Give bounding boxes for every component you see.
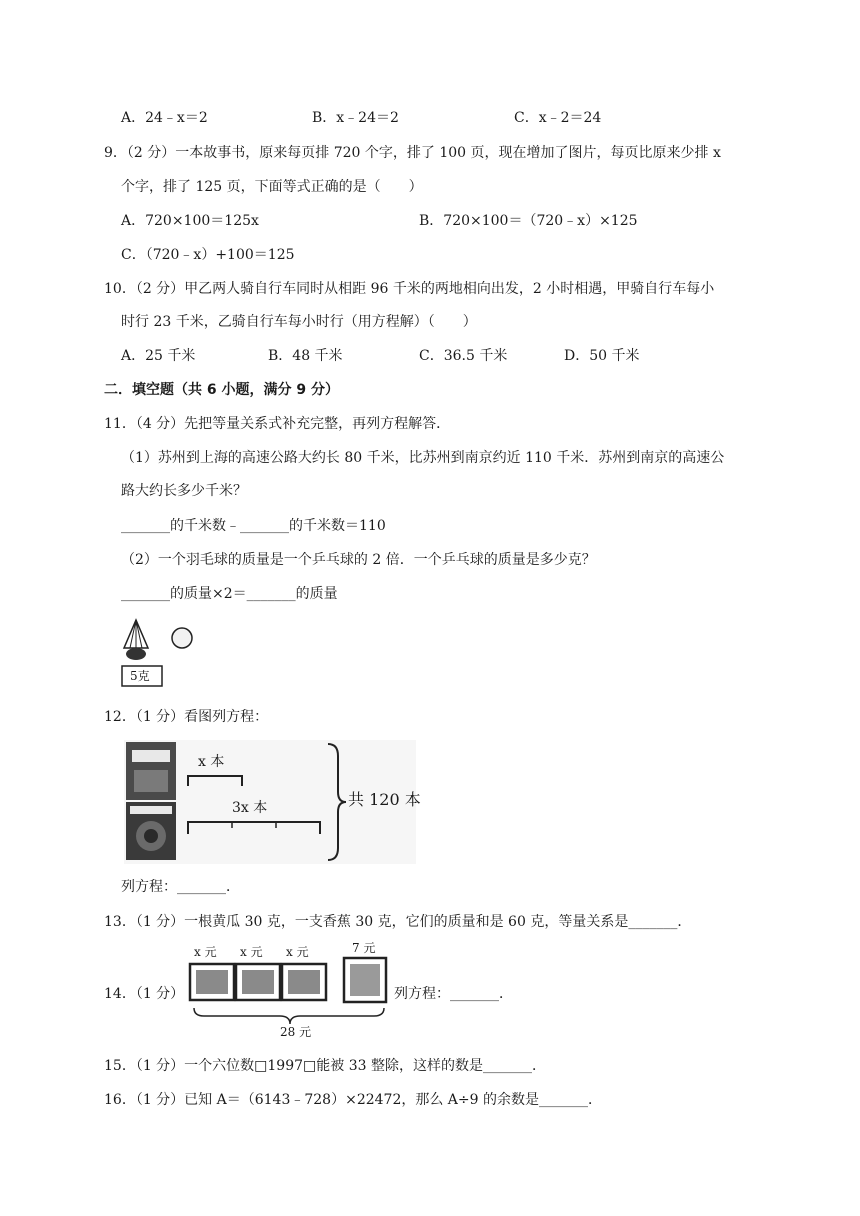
q10-option-b: B．48 千米 [268,348,343,364]
picture-frame-icon [236,964,280,1000]
q9-option-b: B．720×100＝（720﹣x）×125 [419,213,638,229]
price-label: x 元 [240,945,263,959]
q16-stem: 16．（1 分）已知 A＝（6143﹣728）×22472，那么 A÷9 的余数是_______． [104,1092,602,1108]
sum-label: 28 元 [280,1025,312,1039]
q11-part1-line1: （1）苏州到上海的高速公路大约长 80 千米，比苏州到南京约近 110 千米．苏州到南京的高速公 [121,450,725,466]
q9-option-c: C．（720﹣x）+100＝125 [121,247,295,263]
total-label: 共 120 本 [348,790,421,809]
q14-label: 14．（1 分） [104,986,185,1002]
q8-option-a: A．24﹣x＝2 [121,110,208,126]
shuttlecock-figure [118,616,208,690]
q9-stem-line2: 个字，排了 125 页，下面等式正确的是（ ） [121,179,423,195]
q10-stem-line2: 时行 23 千米，乙骑自行车每小时行（用方程解）（ ） [121,314,477,330]
q11-part2-line1: （2）一个羽毛球的质量是一个乒乓球的 2 倍．一个乒乓球的质量是多少克？ [121,552,596,568]
q10-option-d: D．50 千米 [564,348,640,364]
q8-option-b: B．x﹣24＝2 [312,110,399,126]
q13-stem: 13．（1 分）一根黄瓜 30 克，一支香蕉 30 克，它们的质量和是 60 克，等量关系是_______． [104,914,692,930]
q12-stem: 12．（1 分）看图列方程： [104,709,269,725]
q11-part2-blank: _______的质量×2＝_______的质量 [121,586,338,602]
ping-pong-ball-icon [172,628,192,648]
picture-frame-icon [282,964,326,1000]
books-figure [124,740,421,864]
q11-part1-blank: _______的千米数﹣_______的千米数＝110 [121,518,386,534]
section-title: 二．填空题（共 6 小题，满分 9 分） [104,382,339,398]
picture-frame-icon [344,958,386,1002]
weight-label: 5克 [130,669,150,683]
q10-option-c: C．36.5 千米 [419,348,508,364]
q11-part1-line2: 路大约长多少千米？ [121,483,247,499]
short-bar-label: x 本 [198,754,225,770]
q11-stem: 11．（4 分）先把等量关系式补充完整，再列方程解答． [104,416,451,432]
q9-option-a: A．720×100＝125x [121,213,259,229]
price-label: x 元 [286,945,309,959]
q12-answer: 列方程：_______． [121,879,240,895]
pictures-figure [188,942,390,1042]
picture-frame-icon [190,964,234,1000]
long-bar-label: 3x 本 [232,800,268,816]
price-label: x 元 [194,945,217,959]
q8-option-c: C．x﹣2＝24 [514,110,602,126]
q10-stem-line1: 10．（2 分）甲乙两人骑自行车同时从相距 96 千米的两地相向出发，2 小时相遇，甲骑自行车每小 [104,281,715,297]
shuttlecock-icon [124,620,148,660]
q15-stem: 15．（1 分）一个六位数□1997□能被 33 整除，这样的数是_______． [104,1058,546,1074]
q10-option-a: A．25 千米 [121,348,196,364]
q9-stem-line1: 9．（2 分）一本故事书，原来每页排 720 个字，排了 100 页，现在增加了图片，每页比原来少排 x [104,145,721,161]
q14-answer: 列方程：_______． [394,986,513,1002]
price-label: 7 元 [352,941,376,955]
